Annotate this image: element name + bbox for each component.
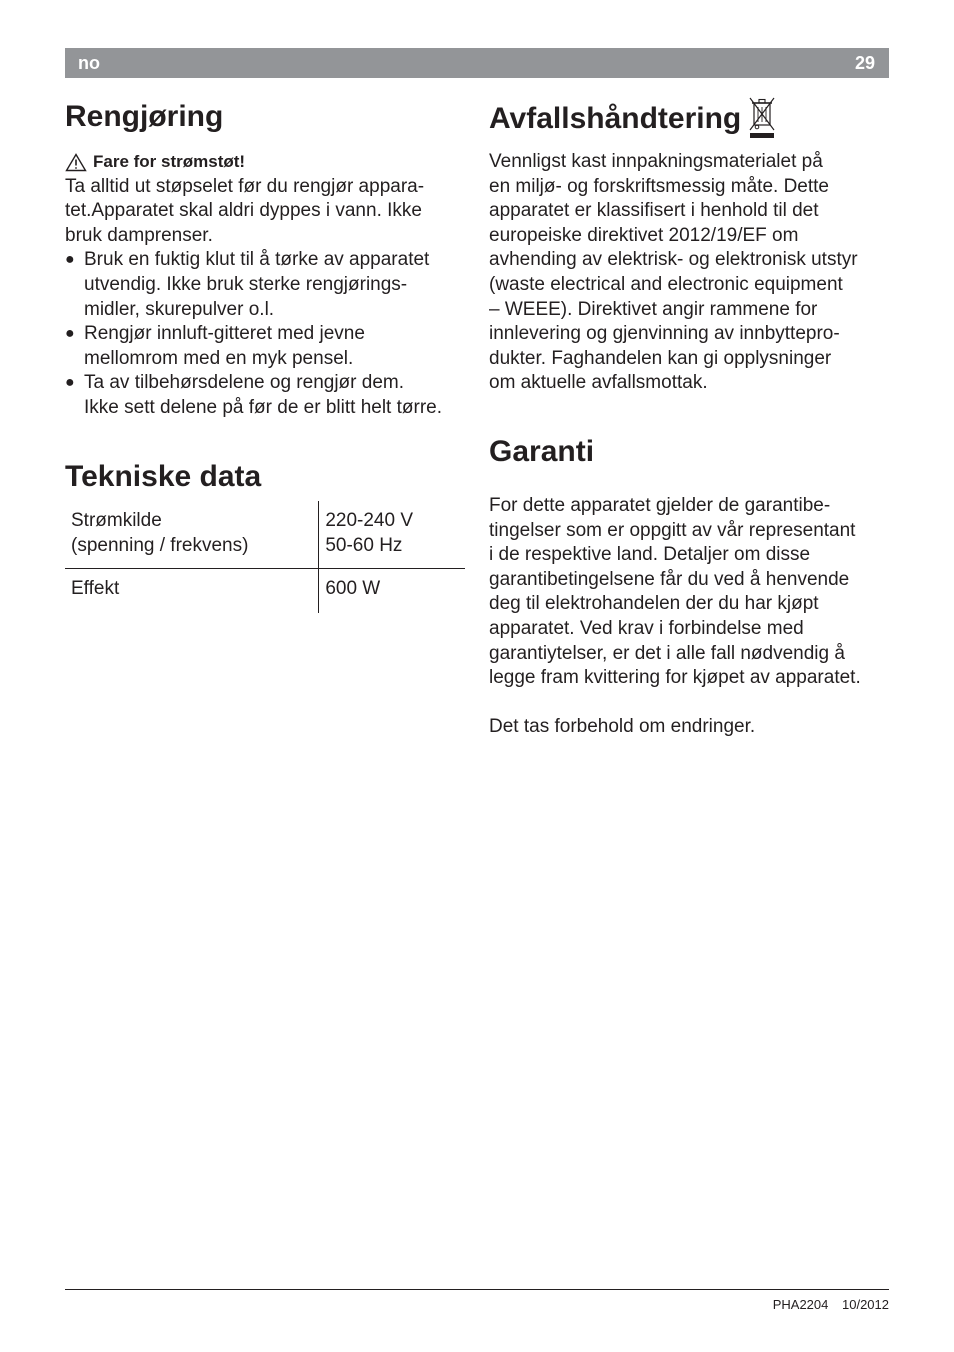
intro-line: bruk damprenser. xyxy=(65,224,213,246)
text-line: legge fram kvittering for kjøpet av apparatet. xyxy=(489,667,861,689)
table-row xyxy=(65,501,465,569)
text-line: avhending av elektrisk- og elektronisk utstyr xyxy=(489,249,858,271)
text-line: tingelser som er oppgitt av vår representant xyxy=(489,519,856,541)
page-number: 29 xyxy=(854,53,875,73)
bullet-line: midler, skurepulver o.l. xyxy=(84,298,275,320)
text-line: garantiytelser, er det i alle fall nødvendig å xyxy=(489,642,845,664)
cell-line: 220-240 V xyxy=(325,510,414,531)
cell-line: Strømkilde xyxy=(71,510,162,531)
text-line: apparatet. Ved krav i forbindelse med xyxy=(489,617,804,639)
table-cell-value xyxy=(319,501,465,569)
page-header-bar xyxy=(65,48,889,78)
bullet-line: mellomrom med en myk pensel. xyxy=(84,347,354,369)
cell-line: 600 W xyxy=(325,578,381,600)
text-line: i de respektive land. Detaljer om disse xyxy=(489,544,811,566)
technical-data-table xyxy=(65,501,465,613)
cell-line: (spenning / frekvens) xyxy=(71,534,249,556)
footer-divider xyxy=(65,1289,889,1290)
table-cell-key xyxy=(65,569,319,613)
disposal-text xyxy=(489,150,891,396)
list-item xyxy=(65,322,465,371)
cleaning-intro xyxy=(65,175,465,249)
bullet-line: Rengjør innluft-gitteret med jevne xyxy=(84,323,365,345)
bullet-line: Ikke sett delene på før de er blitt helt tørre. xyxy=(84,396,442,418)
text-line: innlevering og gjenvinning av innbyttepro- xyxy=(489,323,840,345)
text-line: Vennligst kast innpakningsmaterialet på xyxy=(489,151,823,172)
text-line: dukter. Faghandelen kan gi opplysninger xyxy=(489,347,832,369)
cleaning-steps-list xyxy=(65,248,465,420)
table-cell-key xyxy=(65,501,319,569)
text-line: deg til elektrohandelen der du har kjøpt xyxy=(489,593,819,615)
cell-line: Effekt xyxy=(71,578,120,600)
text-line: (waste electrical and electronic equipment xyxy=(489,273,843,295)
bullet-line: utvendig. Ikke bruk sterke rengjørings- xyxy=(84,273,408,295)
model-number: PHA2204 xyxy=(772,1297,829,1312)
warranty-title: Garanti xyxy=(489,435,595,468)
cleaning-section xyxy=(65,150,465,421)
warranty-text xyxy=(489,494,891,740)
intro-line: Ta alltid ut støpselet før du rengjør appara- xyxy=(65,175,425,197)
intro-line: tet.Apparatet skal aldri dyppes i vann. Ikke xyxy=(65,200,422,222)
disposal-title: Avfallshåndtering xyxy=(489,102,742,135)
language-code: no xyxy=(78,53,100,73)
cell-line: 50-60 Hz xyxy=(325,534,403,556)
cleaning-title: Rengjøring xyxy=(65,100,224,133)
text-line: apparatet er klassifisert i henhold til det xyxy=(489,200,819,222)
table-row xyxy=(65,569,465,613)
warning-label: Fare for strømstøt! xyxy=(93,152,246,171)
table-cell-value xyxy=(319,569,465,613)
text-line: garantibetingelsene får du ved å henvende xyxy=(489,568,850,590)
warning-triangle-icon xyxy=(65,153,87,172)
text-line: – WEEE). Direktivet angir rammene for xyxy=(489,298,818,320)
bullet-line: Ta av tilbehørsdelene og rengjør dem. xyxy=(84,372,404,394)
footer-date: 10/2012 xyxy=(842,1297,889,1312)
technical-data-title: Tekniske data xyxy=(65,460,262,493)
text-line: en miljø- og forskriftsmessig måte. Dette xyxy=(489,175,829,197)
bullet-line: Bruk en fuktig klut til å tørke av apparatet xyxy=(84,249,430,271)
footer xyxy=(763,1297,889,1312)
bullet-icon: ● xyxy=(65,325,75,343)
text-line: om aktuelle avfallsmottak. xyxy=(489,372,708,394)
bullet-icon: ● xyxy=(65,374,75,392)
disposal-heading xyxy=(489,99,777,139)
warranty-note: Det tas forbehold om endringer. xyxy=(489,716,756,738)
text-line: europeiske direktivet 2012/19/EF om xyxy=(489,224,799,246)
text-line: For dette apparatet gjelder de garantibe- xyxy=(489,495,831,516)
crossed-out-wheelie-bin-icon xyxy=(747,95,777,139)
warning-heading xyxy=(65,150,465,175)
bullet-icon: ● xyxy=(65,251,75,269)
list-item xyxy=(65,248,465,322)
list-item xyxy=(65,371,465,420)
